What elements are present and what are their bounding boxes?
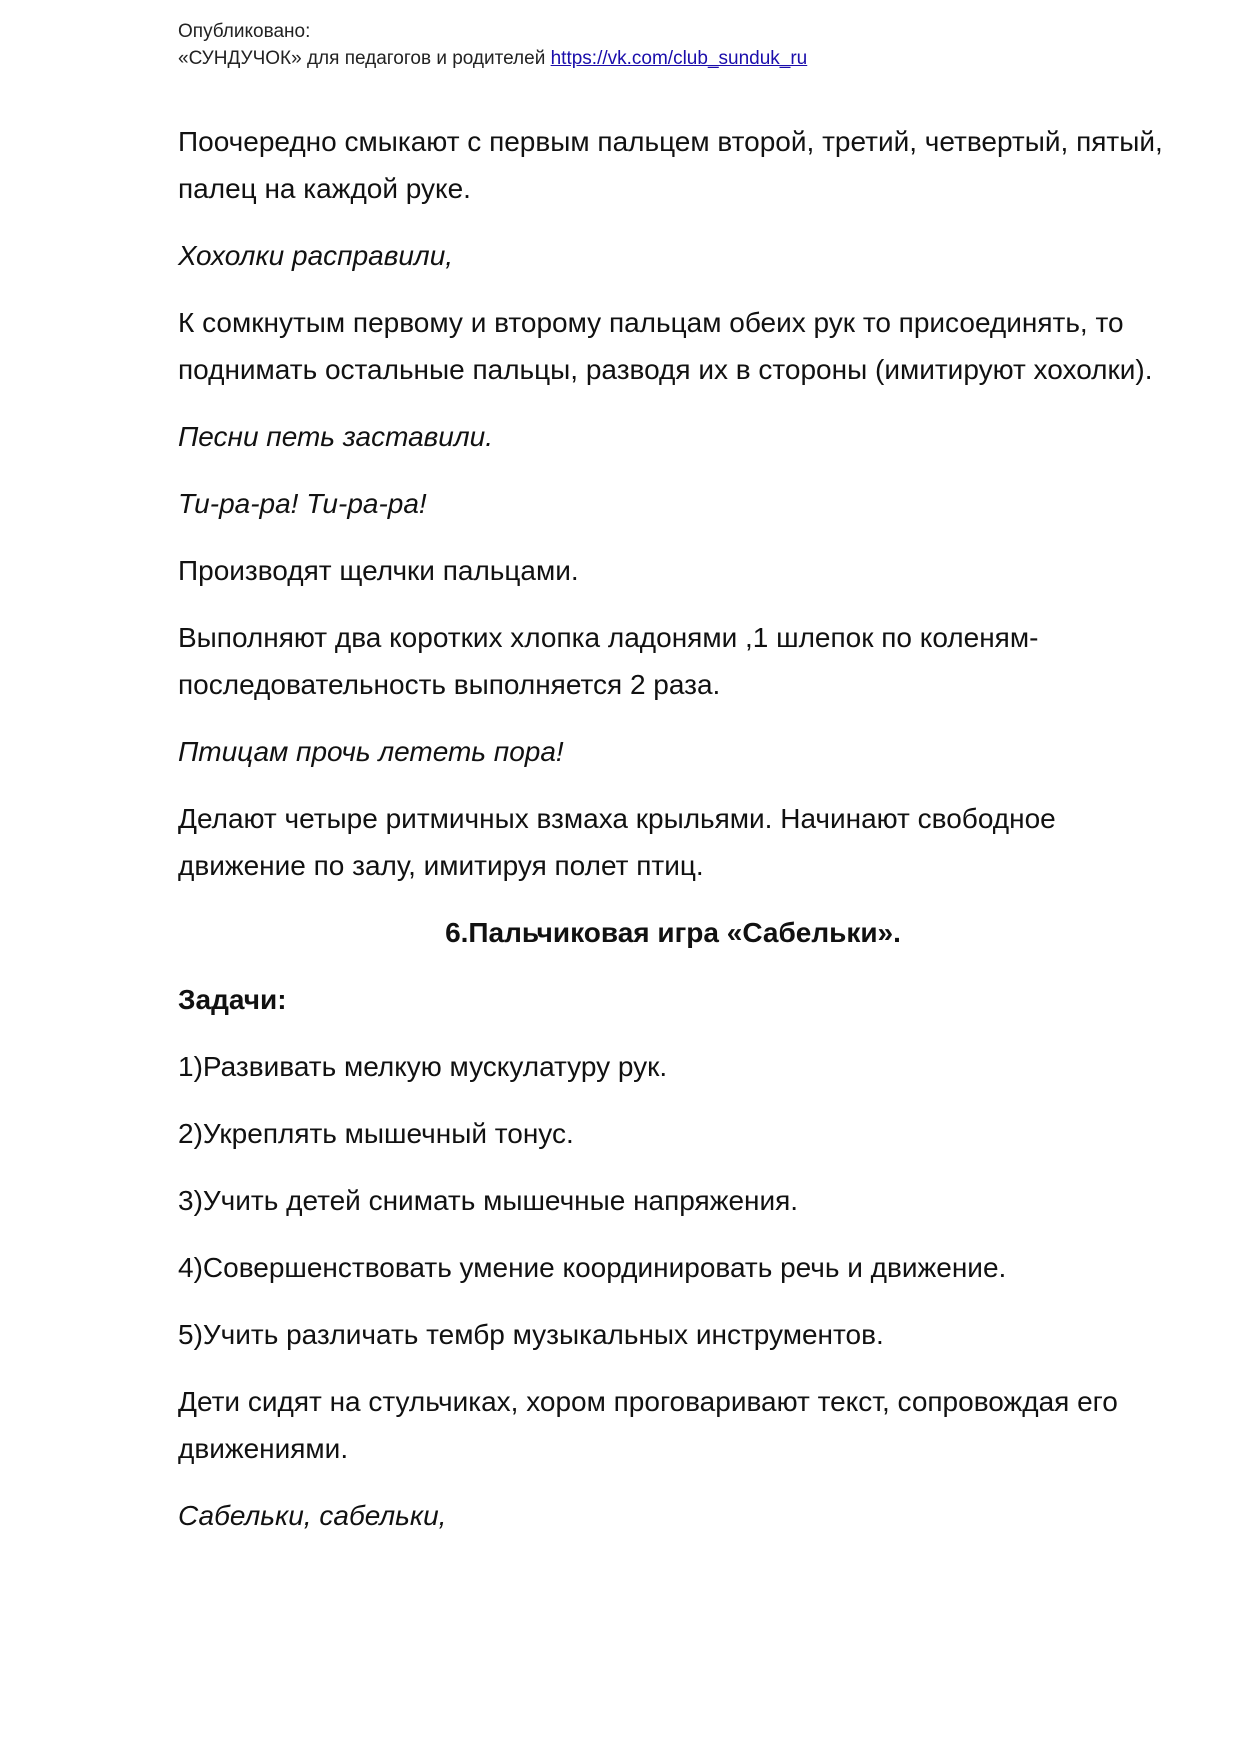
publication-header <box>178 18 807 72</box>
publisher-line <box>178 45 807 72</box>
paragraph: Выполняют два коротких хлопка ладонями ,1 шлепок по коленям- последовательность выполняется 2 раза. <box>178 622 1039 700</box>
paragraph: Дети сидят на стульчиках, хором проговаривают текст, сопровождая его движениями. <box>178 1386 1118 1464</box>
tasks-heading: Задачи: <box>178 984 287 1015</box>
task-item: 4)Совершенствовать умение координировать речь и движение. <box>178 1252 1007 1283</box>
task-item: 2)Укреплять мышечный тонус. <box>178 1118 574 1149</box>
verse-line: Птицам прочь лететь пора! <box>178 736 564 767</box>
publisher-link[interactable]: https://vk.com/club_sunduk_ru <box>550 48 808 69</box>
task-item: 1)Развивать мелкую мускулатуру рук. <box>178 1051 668 1082</box>
section-heading: 6.Пальчиковая игра «Сабельки». <box>445 917 901 948</box>
verse-line: Сабельки, сабельки, <box>178 1500 447 1531</box>
paragraph: Делают четыре ритмичных взмаха крыльями. Начинают свободное движение по залу, имитируя полет птиц. <box>178 803 1056 881</box>
publisher-name: «СУНДУЧОК» для педагогов и родителей <box>178 48 551 69</box>
published-label: Опубликовано: <box>178 21 311 42</box>
document-body <box>178 118 1168 1559</box>
verse-line: Хохолки расправили, <box>178 240 454 271</box>
paragraph: Производят щелчки пальцами. <box>178 555 579 586</box>
verse-line: Ти-ра-ра! Ти-ра-ра! <box>178 488 427 519</box>
paragraph: К сомкнутым первому и второму пальцам обеих рук то присоединять, то поднимать остальные пальцы, разводя их в стороны (имитируют хохолки). <box>178 307 1153 385</box>
verse-line: Песни петь заставили. <box>178 421 493 452</box>
task-item: 5)Учить различать тембр музыкальных инструментов. <box>178 1319 884 1350</box>
paragraph: Поочередно смыкают с первым пальцем второй, третий, четвертый, пятый, палец на каждой руке. <box>178 126 1163 204</box>
task-item: 3)Учить детей снимать мышечные напряжения. <box>178 1185 799 1216</box>
